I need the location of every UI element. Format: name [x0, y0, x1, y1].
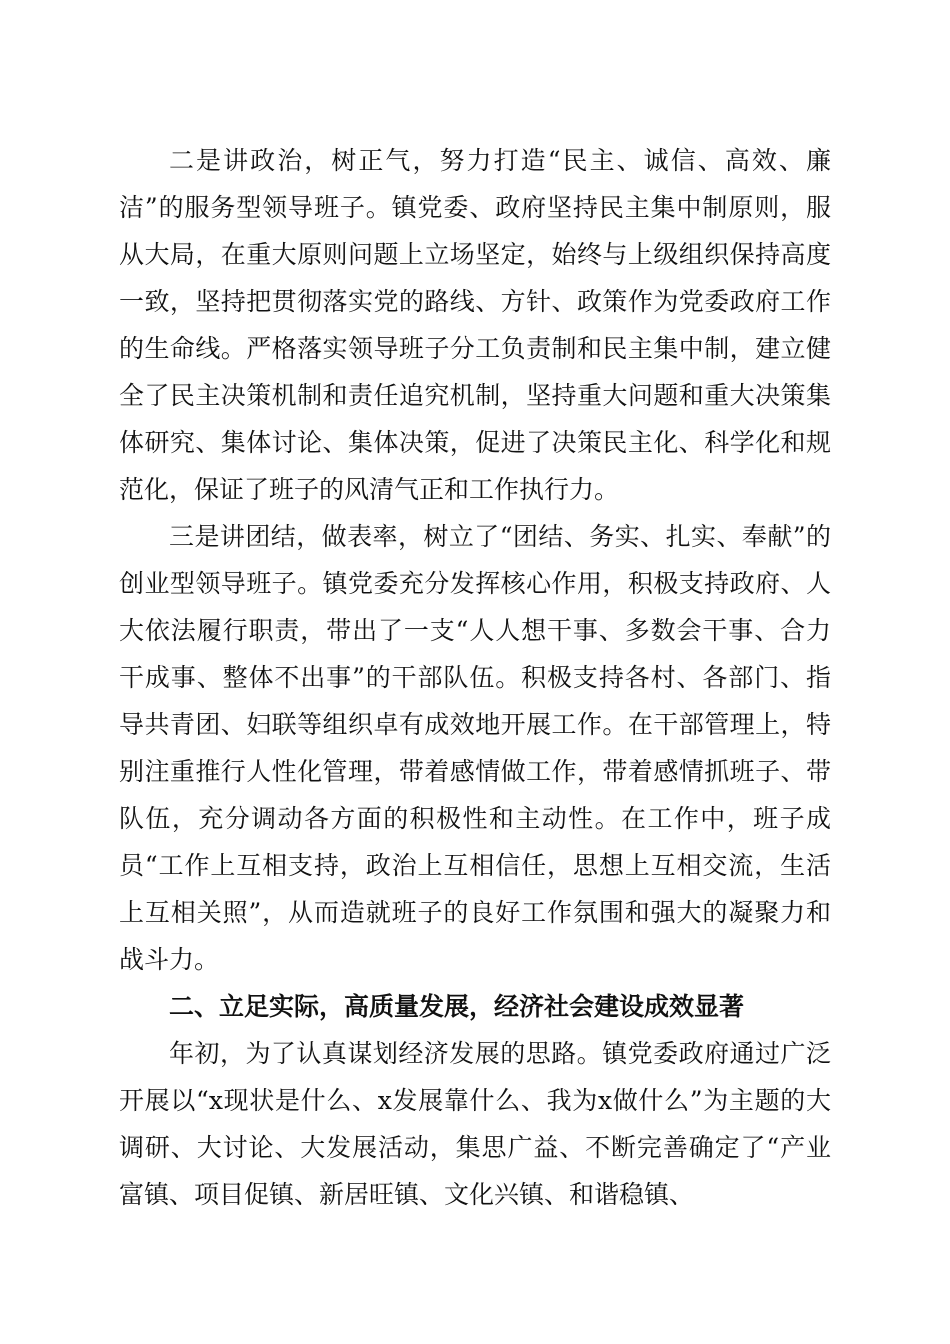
section-heading: 二、立足实际，高质量发展，经济社会建设成效显著: [169, 992, 745, 1021]
paragraph-economic-planning: 年初，为了认真谋划经济发展的思路。镇党委政府通过广泛开展以“x现状是什么、x发展靠什么、我为x做什么”为主题的大调研、大讨论、大发展活动，集思广益、不断完善确定了“产业富镇、项目促镇、新居旺镇、文化兴镇、和谐稳镇、: [119, 1039, 831, 1209]
paragraph-unity: 三是讲团结，做表率，树立了“团结、务实、扎实、奉献”的创业型领导班子。镇党委充分发挥核心作用，积极支持政府、人大依法履行职责，带出了一支“人人想干事、多数会干事、合力干成事、整体不出事”的干部队伍。积极支持各村、各部门、指导共青团、妇联等组织卓有成效地开展工作。在干部管理上，特别注重推行人性化管理，带着感情做工作，带着感情抓班子、带队伍，充分调动各方面的积极性和主动性。在工作中，班子成员“工作上互相支持，政治上互相信任，思想上互相交流，生活上互相关照”，从而造就班子的良好工作氛围和强大的凝聚力和战斗力。: [119, 522, 831, 974]
document-body: [119, 137, 831, 1218]
paragraph-political-integrity: 二是讲政治，树正气，努力打造“民主、诚信、高效、廉洁”的服务型领导班子。镇党委、政府坚持民主集中制原则，服从大局，在重大原则问题上立场坚定，始终与上级组织保持高度一致，坚持把贯彻落实党的路线、方针、政策作为党委政府工作的生命线。严格落实领导班子分工负责制和民主集中制，建立健全了民主决策机制和责任追究机制，坚持重大问题和重大决策集体研究、集体讨论、集体决策，促进了决策民主化、科学化和规范化，保证了班子的风清气正和工作执行力。: [119, 146, 831, 504]
